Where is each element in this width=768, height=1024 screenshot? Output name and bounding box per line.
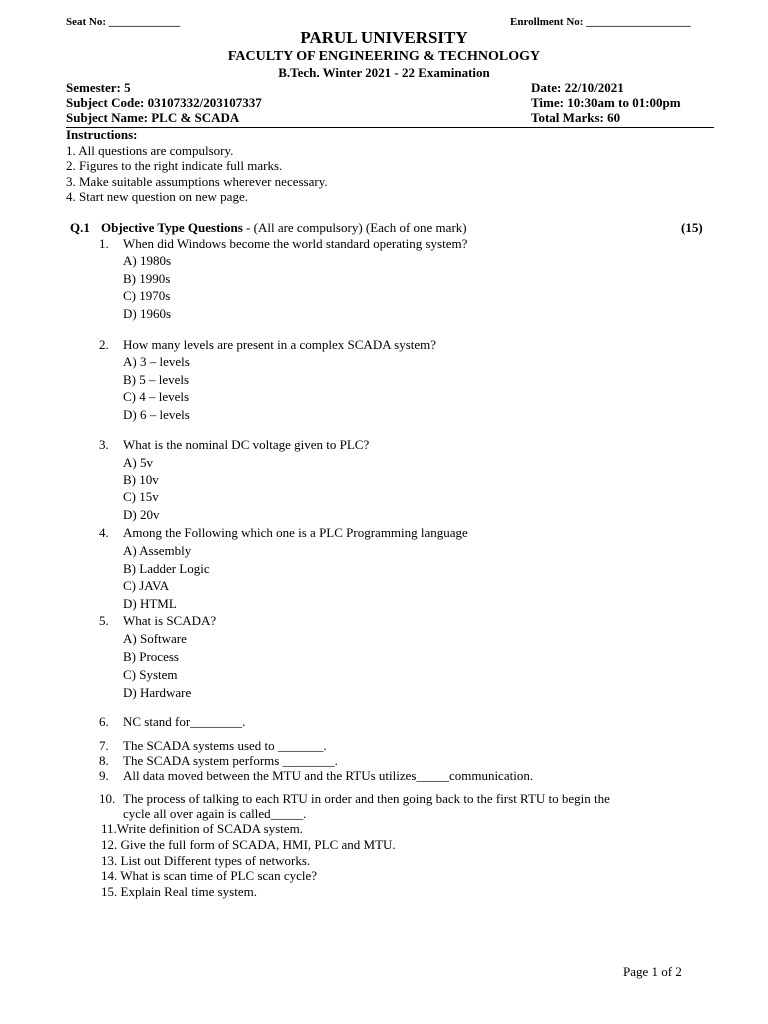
question-number: 3. (99, 437, 109, 452)
exam-time: Time: 10:30am to 01:00pm (531, 95, 681, 110)
question-number: 4. (99, 525, 109, 540)
question-text: How many levels are present in a complex SCADA system? (123, 337, 437, 352)
semester: Semester: 5 (66, 80, 131, 95)
question-text: 15. Explain Real time system. (101, 884, 257, 899)
question-text: All data moved between the MTU and the RTUs utilizes_____communication. (123, 768, 534, 783)
subject-name: Subject Name: PLC & SCADA (66, 110, 240, 125)
answer-option: D) 20v (123, 507, 160, 522)
exam-date: Date: 22/10/2021 (531, 80, 624, 95)
answer-option: A) 3 – levels (123, 354, 190, 369)
answer-option: B) 10v (123, 472, 159, 487)
answer-option: B) 5 – levels (123, 372, 190, 387)
question-text: When did Windows become the world standard operating system? (123, 236, 468, 251)
seat-no: Seat No: _____________ (66, 16, 181, 28)
question-text: What is the nominal DC voltage given to PLC? (123, 437, 370, 452)
question-heading (101, 220, 467, 236)
question-marks: (15) (681, 220, 703, 235)
question-text: 12. Give the full form of SCADA, HMI, PLC and MTU. (101, 837, 396, 852)
instruction-item: 4. Start new question on new page. (66, 189, 248, 204)
question-text: What is SCADA? (123, 613, 217, 628)
question-number: 2. (99, 337, 109, 352)
answer-option: C) 15v (123, 489, 159, 504)
question-title: Objective Type Questions (101, 220, 243, 235)
question-text: NC stand for________. (123, 714, 246, 729)
question-number: 6. (99, 714, 109, 729)
question-label: Q.1 (70, 220, 90, 235)
question-note: - (All are compulsory) (Each of one mark) (242, 220, 467, 235)
question-text: 14. What is scan time of PLC scan cycle? (101, 868, 318, 883)
question-number: 7. (99, 738, 109, 753)
answer-option: D) 1960s (123, 306, 172, 321)
header-divider (66, 127, 714, 128)
page-number: Page 1 of 2 (623, 964, 682, 979)
question-text: The SCADA system performs ________. (123, 753, 338, 768)
answer-option: B) 1990s (123, 271, 171, 286)
question-number: 8. (99, 753, 109, 768)
answer-option: B) Ladder Logic (123, 561, 210, 576)
answer-option: B) Process (123, 649, 179, 664)
answer-option: A) 1980s (123, 253, 172, 268)
answer-option: A) Assembly (123, 543, 192, 558)
subject-code: Subject Code: 03107332/203107337 (66, 95, 262, 110)
exam-name: B.Tech. Winter 2021 - 22 Examination (278, 65, 490, 80)
question-text: The process of talking to each RTU in order and then going back to the first RTU to begin the (123, 791, 610, 806)
question-text: Among the Following which one is a PLC Programming language (123, 525, 468, 540)
total-marks: Total Marks: 60 (531, 110, 621, 125)
instructions-heading: Instructions: (66, 127, 138, 142)
question-number: 1. (99, 236, 109, 251)
question-text: 11.Write definition of SCADA system. (101, 821, 303, 836)
question-text: 13. List out Different types of networks. (101, 853, 311, 868)
question-text: The SCADA systems used to _______. (123, 738, 327, 753)
answer-option: D) Hardware (123, 685, 192, 700)
answer-option: A) 5v (123, 455, 153, 470)
answer-option: C) System (123, 667, 178, 682)
question-text-continued: cycle all over again is called_____. (123, 806, 307, 821)
answer-option: A) Software (123, 631, 187, 646)
question-number: 5. (99, 613, 109, 628)
answer-option: C) 4 – levels (123, 389, 190, 404)
answer-option: D) HTML (123, 596, 177, 611)
instruction-item: 2. Figures to the right indicate full marks. (66, 158, 283, 173)
answer-option: D) 6 – levels (123, 407, 190, 422)
university-name: PARUL UNIVERSITY (300, 28, 468, 47)
instruction-item: 1. All questions are compulsory. (66, 143, 234, 158)
answer-option: C) JAVA (123, 578, 170, 593)
question-number: 9. (99, 768, 109, 783)
enrollment-no: Enrollment No: ___________________ (510, 16, 691, 28)
faculty-name: FACULTY OF ENGINEERING & TECHNOLOGY (227, 49, 541, 64)
question-number: 10. (99, 791, 116, 806)
answer-option: C) 1970s (123, 288, 171, 303)
instruction-item: 3. Make suitable assumptions wherever necessary. (66, 174, 328, 189)
